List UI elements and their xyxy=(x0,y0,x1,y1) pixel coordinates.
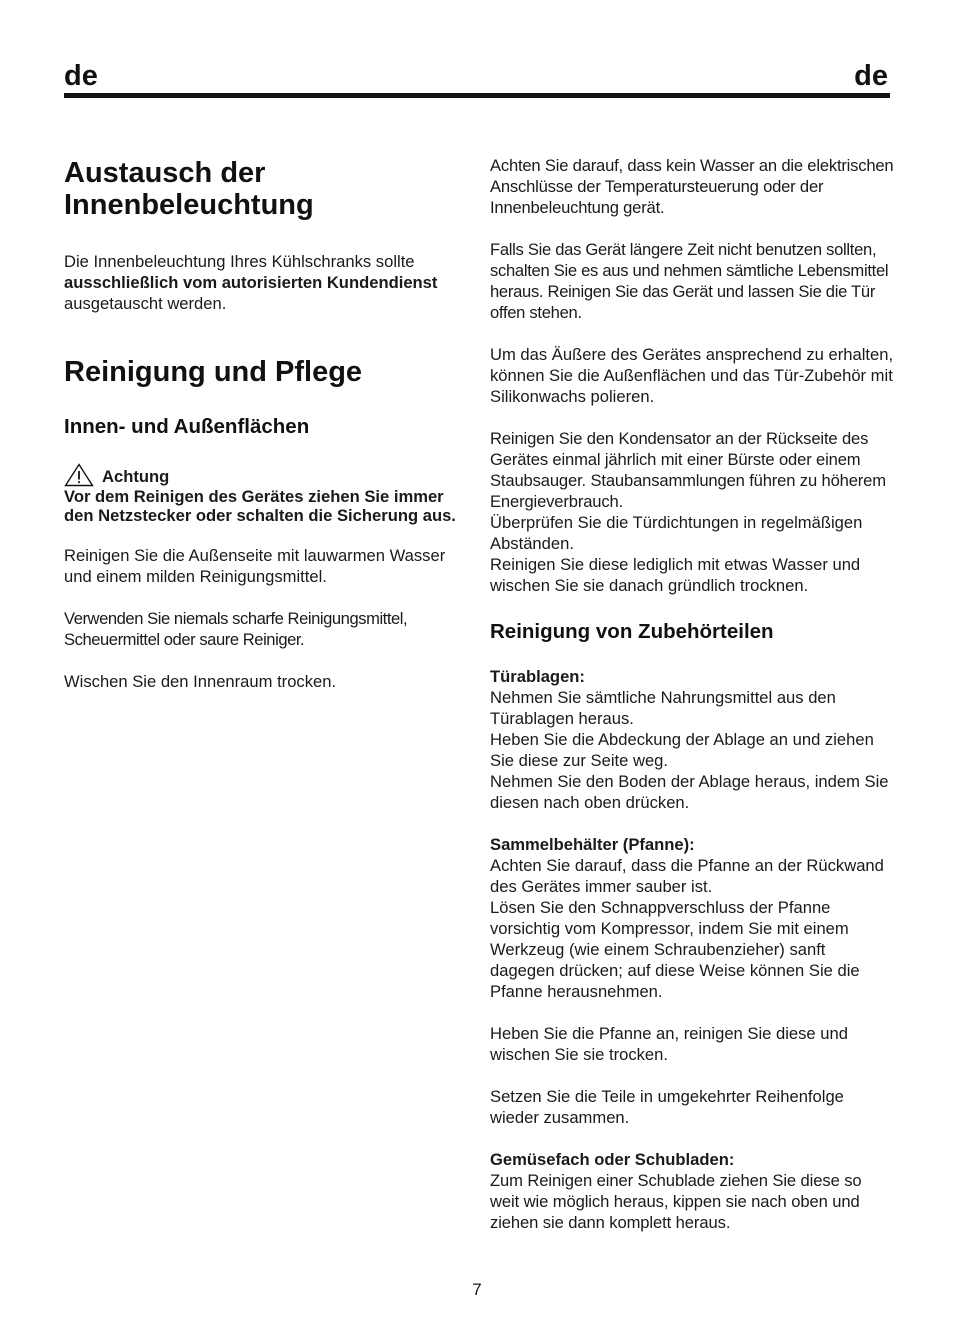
crisper-step-1: Zum Reinigen einer Schublade ziehen Sie diese so weit wie möglich heraus, kippen sie nach oben und ziehen sie dann komplett heraus. xyxy=(490,1171,862,1232)
cleaning-paragraph-3: Wischen Sie den Innenraum trocken. xyxy=(64,672,337,691)
warning-heading xyxy=(64,463,466,487)
door-shelves-block xyxy=(490,666,894,813)
polish-paragraph: Um das Äußere des Gerätes ansprechend zu erhalten, können Sie die Außenflächen und das Tür-Zubehör mit Silikonwachs polieren. xyxy=(490,345,894,406)
lighting-text-pre: Die Innenbeleuchtung Ihres Kühlschranks sollte xyxy=(64,252,415,271)
cleaning-paragraph-2: Verwenden Sie niemals scharfe Reinigungsmittel, Scheuermittel oder saure Reiniger. xyxy=(64,609,408,649)
drip-tray-block xyxy=(490,834,894,1002)
condenser-text: Reinigen Sie den Kondensator an der Rückseite des Gerätes einmal jährlich mit einer Bürste oder einem Staubsauger. Staubansammlungen führen zu höherem Energieverbrauch. xyxy=(490,429,886,511)
lighting-paragraph xyxy=(64,251,466,314)
section-title-cleaning: Reinigung und Pflege xyxy=(64,356,363,388)
header-language-right: de xyxy=(854,60,888,92)
lighting-text-bold: ausschließlich vom autorisierten Kundendienst xyxy=(64,273,438,292)
drip-tray-step-2: Lösen Sie den Schnappverschluss der Pfanne vorsichtig vom Kompressor, indem Sie mit einem Werkzeug (wie einem Schraubenzieher) sanft dagegen drücken; auf diese Weise können Sie die Pfanne herausnehmen. xyxy=(490,898,860,1001)
drip-tray-label: Sammelbehälter (Pfanne): xyxy=(490,835,695,854)
door-shelves-step-1: Nehmen Sie sämtliche Nahrungsmittel aus den Türablagen heraus. xyxy=(490,688,836,728)
warning-text: Vor dem Reinigen des Gerätes ziehen Sie immer den Netzstecker oder schalten die Sicherung aus. xyxy=(64,487,456,525)
left-column xyxy=(64,155,466,692)
drip-tray-step-4: Setzen Sie die Teile in umgekehrter Reihenfolge wieder zusammen. xyxy=(490,1087,844,1127)
drip-tray-step-3: Heben Sie die Pfanne an, reinigen Sie diese und wischen Sie sie trocken. xyxy=(490,1024,848,1064)
door-shelves-label: Türablagen: xyxy=(490,667,585,686)
warning-triangle-icon xyxy=(64,463,94,487)
header-language-left: de xyxy=(64,60,98,92)
long-absence-paragraph: Falls Sie das Gerät längere Zeit nicht benutzen sollten, schalten Sie es aus und nehmen sämtliche Lebensmittel heraus. Reinigen Sie das Gerät und lassen Sie die Tür offen stehen. xyxy=(490,240,889,322)
header-rule xyxy=(64,93,890,98)
page-number: 7 xyxy=(472,1280,482,1299)
warning-title: Achtung xyxy=(102,467,170,486)
drip-tray-step-1: Achten Sie darauf, dass die Pfanne an der Rückwand des Gerätes immer sauber ist. xyxy=(490,856,884,896)
cleaning-paragraph-1: Reinigen Sie die Außenseite mit lauwarmen Wasser und einem milden Reinigungsmittel. xyxy=(64,546,446,586)
condenser-paragraph xyxy=(490,428,894,596)
right-column xyxy=(490,155,894,1233)
subsection-title-accessories: Reinigung von Zubehörteilen xyxy=(490,620,774,643)
door-shelves-step-2: Heben Sie die Abdeckung der Ablage an und ziehen Sie diese zur Seite weg. xyxy=(490,730,874,770)
section-title-lighting: Austausch der Innenbeleuchtung xyxy=(64,157,314,221)
door-shelves-step-3: Nehmen Sie den Boden der Ablage heraus, indem Sie diesen nach oben drücken. xyxy=(490,772,889,812)
lighting-text-post: ausgetauscht werden. xyxy=(64,294,227,313)
water-warning-paragraph: Achten Sie darauf, dass kein Wasser an die elektrischen Anschlüsse der Temperatursteuerung oder der Innenbeleuchtung gerät. xyxy=(490,156,894,217)
door-seal-text: Überprüfen Sie die Türdichtungen in regelmäßigen Abständen. xyxy=(490,513,863,553)
subsection-title-surfaces: Innen- und Außenflächen xyxy=(64,415,310,438)
crisper-label: Gemüsefach oder Schubladen: xyxy=(490,1150,735,1169)
seal-clean-text: Reinigen Sie diese lediglich mit etwas Wasser und wischen Sie sie danach gründlich trocknen. xyxy=(490,555,861,595)
crisper-block xyxy=(490,1149,894,1233)
